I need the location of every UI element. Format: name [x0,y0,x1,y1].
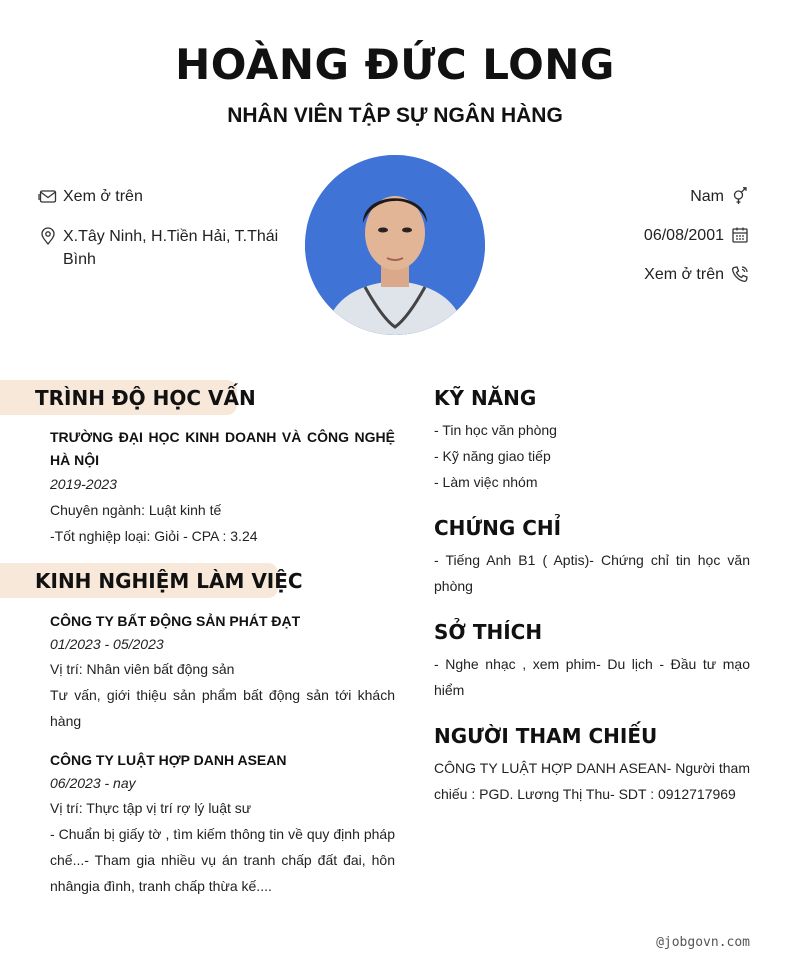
calendar-icon [730,225,750,245]
experience-job-1 [50,610,395,734]
gender-icon [730,186,750,206]
envelope-icon [38,186,58,206]
education-grade: -Tốt nghiệp loại: Giỏi - CPA : 3.24 [50,528,258,544]
skill-item: - Làm việc nhóm [434,474,538,490]
job-period: 06/2023 - nay [50,775,136,791]
phone-icon [730,264,750,284]
experience-heading: KINH NGHIỆM LÀM VIỆC [35,569,303,593]
certificates-text: - Tiếng Anh B1 ( Aptis)- Chứng chỉ tin học văn phòng [434,552,750,594]
birthday-value: 06/08/2001 [643,227,724,244]
job-title: NHÂN VIÊN TẬP SỰ NGÂN HÀNG [227,104,563,127]
map-pin-icon [38,226,58,246]
watermark: @jobgovn.com [656,935,750,950]
education-heading-band [0,380,256,415]
job-position: Vị trí: Nhân viên bất động sản [50,661,235,677]
experience-job-2 [50,749,395,899]
education-period: 2019-2023 [50,476,117,492]
profile-photo [305,155,485,335]
education-section [50,426,395,549]
contact-birthday [644,224,750,247]
job-company: CÔNG TY BẤT ĐỘNG SẢN PHÁT ĐẠT [50,613,301,629]
certificates-heading: CHỨNG CHỈ [434,516,562,540]
skill-item: - Tin học văn phòng [434,422,557,438]
contact-email [38,185,143,208]
references-text: CÔNG TY LUẬT HỢP DANH ASEAN- Người tham chiếu : PGD. Lương Thị Thu- SDT : 0912717969 [434,760,750,802]
skill-item: - Kỹ năng giao tiếp [434,448,551,464]
candidate-name: HOÀNG ĐỨC LONG [175,40,615,89]
job-description: Tư vấn, giới thiệu sản phẩm bất động sản tới khách hàng [50,687,395,729]
job-position: Vị trí: Thực tập vị trí rợ lý luật sư [50,800,252,816]
education-major: Chuyên ngành: Luật kinh tế [50,502,222,518]
skills-heading: KỸ NĂNG [434,386,537,410]
references-heading: NGƯỜI THAM CHIẾU [434,724,658,748]
school-name: TRƯỜNG ĐẠI HỌC KINH DOANH VÀ CÔNG NGHỆ HÀ NỘI [50,429,395,468]
job-period: 01/2023 - 05/2023 [50,636,164,652]
job-company: CÔNG TY LUẬT HỢP DANH ASEAN [50,752,287,768]
contact-phone [644,263,750,286]
experience-heading-band [0,563,303,598]
email-value: Xem ở trên [63,188,143,205]
address-value: X.Tây Ninh, H.Tiền Hải, T.Thái Bình [63,228,279,268]
skills-list [434,417,750,495]
job-description: - Chuẩn bị giấy tờ , tìm kiếm thông tin về quy định pháp chế...- Tham gia nhiều vụ án tranh chấp đất đai, hôn nhângia đình, tranh chấp thừa kế.... [50,826,395,894]
contact-gender [690,185,750,208]
education-heading: TRÌNH ĐỘ HỌC VẤN [35,386,256,410]
hobbies-text: - Nghe nhạc , xem phim- Du lịch - Đầu tư mạo hiểm [434,656,750,698]
hobbies-heading: SỞ THÍCH [434,620,543,644]
phone-value: Xem ở trên [644,266,724,283]
contact-address [38,225,288,271]
gender-value: Nam [690,188,724,205]
